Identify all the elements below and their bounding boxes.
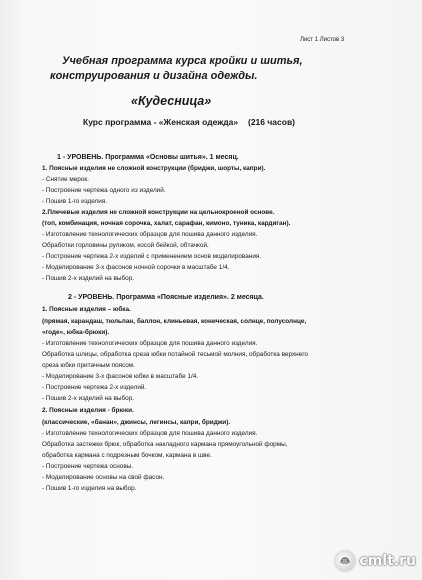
hands-icon	[335, 551, 355, 571]
level-1-line: - Пошив 2-х изделий на выбор.	[42, 275, 135, 282]
level-1-line: (топ, комбинация, ночная сорочка, халат, сарафан, кимоно, туника, кардиган).	[42, 220, 291, 227]
level-1-line: - Снятие мерок.	[42, 176, 89, 183]
level-2-line: (прямая, карандаш, тюльпан, баллон, клиньевая, коническая, солнце, полусолнце,	[42, 318, 307, 325]
level-2-line: среза юбки притачным поясом.	[42, 362, 135, 369]
level-1-heading: 1 - УРОВЕНЬ. Программа «Основы шитья». 1 месяц.	[57, 154, 239, 161]
level-2-line: Обработка застежки брюк, обработка накладного кармана прямоугольной формы,	[42, 441, 288, 448]
level-2-line: - Моделирование основы на свой фасон.	[42, 474, 165, 481]
title-line-1: Учебная программа курса кройки и шитья,	[62, 55, 303, 67]
level-1-line: - Изготовление технологических образцов для пошива данного изделия.	[42, 231, 258, 238]
level-1-line: 1. Поясные изделия не сложной конструкции (бриджи, шорты, капри).	[42, 165, 266, 172]
sheet-number: Лист 1 Листов 3	[300, 37, 345, 43]
level-2-line: - Построение чертежа 2-х изделий.	[42, 384, 147, 391]
level-2-line: - Пошив 1-го изделия на выбор.	[42, 485, 137, 492]
level-2-line: - Построение чертежа основы.	[42, 463, 134, 470]
level-2-line: - Изготовление технологических образцов для пошива данного изделия.	[42, 430, 258, 437]
level-1-line: Обработки горловины руликом, косой бейкой, обтачкой.	[42, 242, 209, 249]
level-1-line: - Построение чертежа 2-х изделий с применением основ моделирования.	[42, 253, 262, 260]
course-hours: (216 часов)	[248, 117, 296, 127]
level-2-line: 1. Поясные изделия – юбка.	[42, 306, 131, 313]
level-2-heading: 2 - УРОВЕНЬ. Программа «Поясные изделия». 2 месяца.	[68, 294, 264, 301]
level-1-line: - Пошив 1-го изделия.	[42, 198, 108, 205]
level-1-line: - Построение чертежа одного из изделий.	[42, 187, 166, 194]
brand-title: «Кудесница»	[131, 94, 212, 108]
level-2-line: «годе», юбка-брюки).	[42, 329, 110, 336]
level-2-line: (классические, «банан», джинсы, легинсы, капри, бриджи).	[42, 419, 231, 426]
level-1-line: - Моделирование 3-х фасонов ночной сорочки в масштабе 1/4.	[42, 264, 230, 271]
watermark-text: cmlt.ru	[359, 553, 416, 569]
level-2-line: - Изготовление технологических образцов для пошива данного изделия.	[42, 340, 258, 347]
level-1-line: 2.Плечевые изделия не сложной конструкции на цельнокроеной основе.	[42, 209, 275, 216]
watermark	[335, 550, 416, 572]
level-2-line: Обработка шлицы, обработка среза юбки потайной тесьмой молния, обработка верхнего	[42, 351, 308, 358]
title-line-2: конструирования и дизайна одежды.	[50, 70, 258, 82]
course-title: Курс программа - «Женская одежда»	[83, 117, 239, 127]
level-2-line: обработка кармана с подрезным бочком, кармана в шве.	[42, 452, 212, 459]
level-2-line: - Моделирование 3-х фасонов юбки в масштабе 1/4.	[42, 373, 199, 380]
level-2-line: 2. Поясные изделия - брюки.	[42, 407, 134, 414]
level-2-line: - Пошив 2-х изделий на выбор.	[42, 395, 135, 402]
